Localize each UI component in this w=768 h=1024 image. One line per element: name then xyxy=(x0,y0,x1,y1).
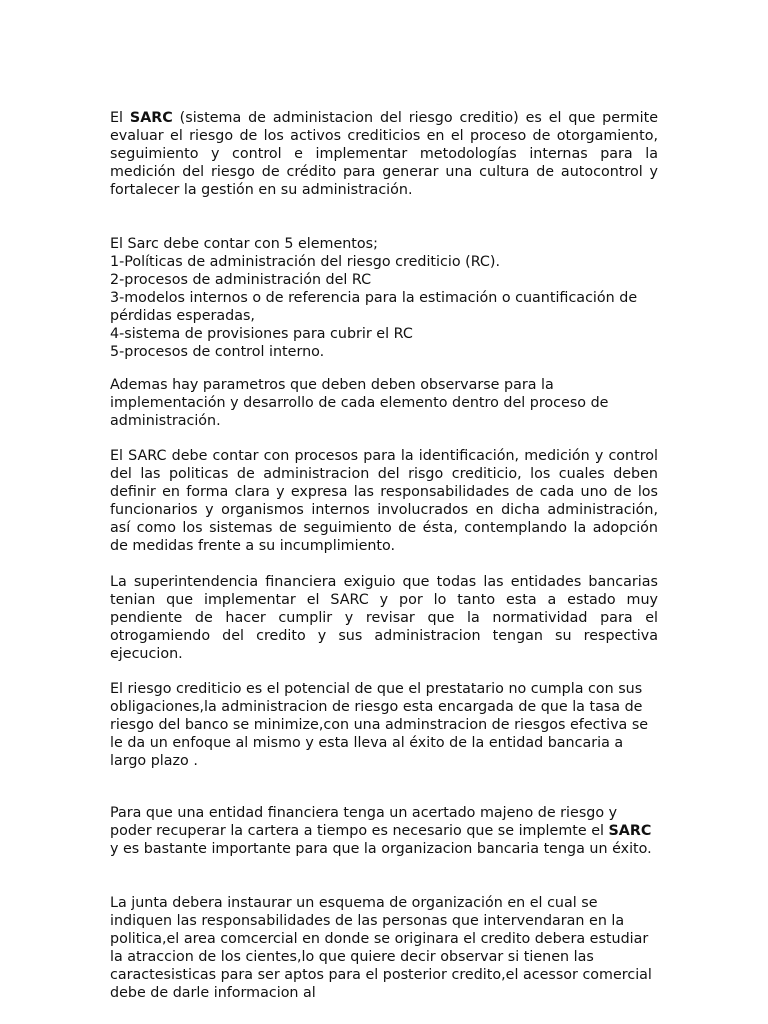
paragraph-riesgo-crediticio xyxy=(110,680,658,770)
list-item: 2-procesos de administración del RC xyxy=(110,272,372,288)
list-item: 1-Políticas de administración del riesgo crediticio (RC). xyxy=(110,254,501,270)
paragraph-1-prefix: El xyxy=(110,110,130,126)
list-item: 4-sistema de provisiones para cubrir el RC xyxy=(110,326,413,342)
paragraph-junta xyxy=(110,894,658,1002)
list-item: 3-modelos internos o de referencia para la estimación o cuantificación de pérdidas esperadas, xyxy=(110,290,638,324)
paragraph-sarc-definition xyxy=(110,109,658,199)
paragraph-8-body: La junta debera instaurar un esquema de organización en el cual se indiquen las responsabilidades de las personas que intervendaran en la politica,el area comcercial en donde se originara el credito debera estudiar la atraccion de los cientes,lo que quiere decir observar si tienen las caractesisticas para ser aptos para el posterior credito,el acessor comercial debe de darle informacion al xyxy=(110,895,652,1001)
paragraph-7-after: y es bastante importante para que la organizacion bancaria tenga un éxito. xyxy=(110,841,652,857)
sarc-bold-term: SARC xyxy=(129,110,173,126)
sarc-bold-term: SARC xyxy=(608,823,652,839)
paragraph-4-body: El SARC debe contar con procesos para la identificación, medición y control del las politicas de administracion del risgo crediticio, los cuales deben definir en forma clara y expresa las responsabilidades de cada uno de los funcionarios y organismos internos involucrados en dicha administración, así como los sistemas de seguimiento de ésta, contemplando la adopción de medidas frente a su incumplimiento. xyxy=(110,448,658,554)
paragraph-sarc-processes xyxy=(110,447,658,555)
paragraph-parameters xyxy=(110,376,658,430)
list-item: 5-procesos de control interno. xyxy=(110,344,325,360)
paragraph-superintendencia xyxy=(110,573,658,663)
paragraph-entidad-financiera xyxy=(110,804,658,858)
list-heading: El Sarc debe contar con 5 elementos; xyxy=(110,236,378,252)
paragraph-elements-list xyxy=(110,235,658,361)
paragraph-3-body: Ademas hay parametros que deben deben observarse para la implementación y desarrollo de cada elemento dentro del proceso de administración. xyxy=(110,377,609,429)
paragraph-1-body: (sistema de administacion del riesgo creditio) es el que permite evaluar el riesgo de los activos crediticios en el proceso de otorgamiento, seguimiento y control e implementar metodologías internas para la medición del riesgo de crédito para generar una cultura de autocontrol y fortalecer la gestión en su administración. xyxy=(110,110,658,198)
paragraph-7-before: Para que una entidad financiera tenga un acertado majeno de riesgo y poder recuperar la cartera a tiempo es necesario que se implemte el xyxy=(110,805,618,839)
paragraph-6-body: El riesgo crediticio es el potencial de que el prestatario no cumpla con sus obligaciones,la administracion de riesgo esta encargada de que la tasa de riesgo del banco se minimize,con una adminstracion de riesgos efectiva se le da un enfoque al mismo y esta lleva al éxito de la entidad bancaria a largo plazo . xyxy=(110,681,649,769)
paragraph-5-body: La superintendencia financiera exiguio que todas las entidades bancarias tenian que implementar el SARC y por lo tanto esta a estado muy pendiente de hacer cumplir y revisar que la normatividad para el otrogamiendo del credito y sus administracion tengan su respectiva ejecucion. xyxy=(110,574,658,662)
